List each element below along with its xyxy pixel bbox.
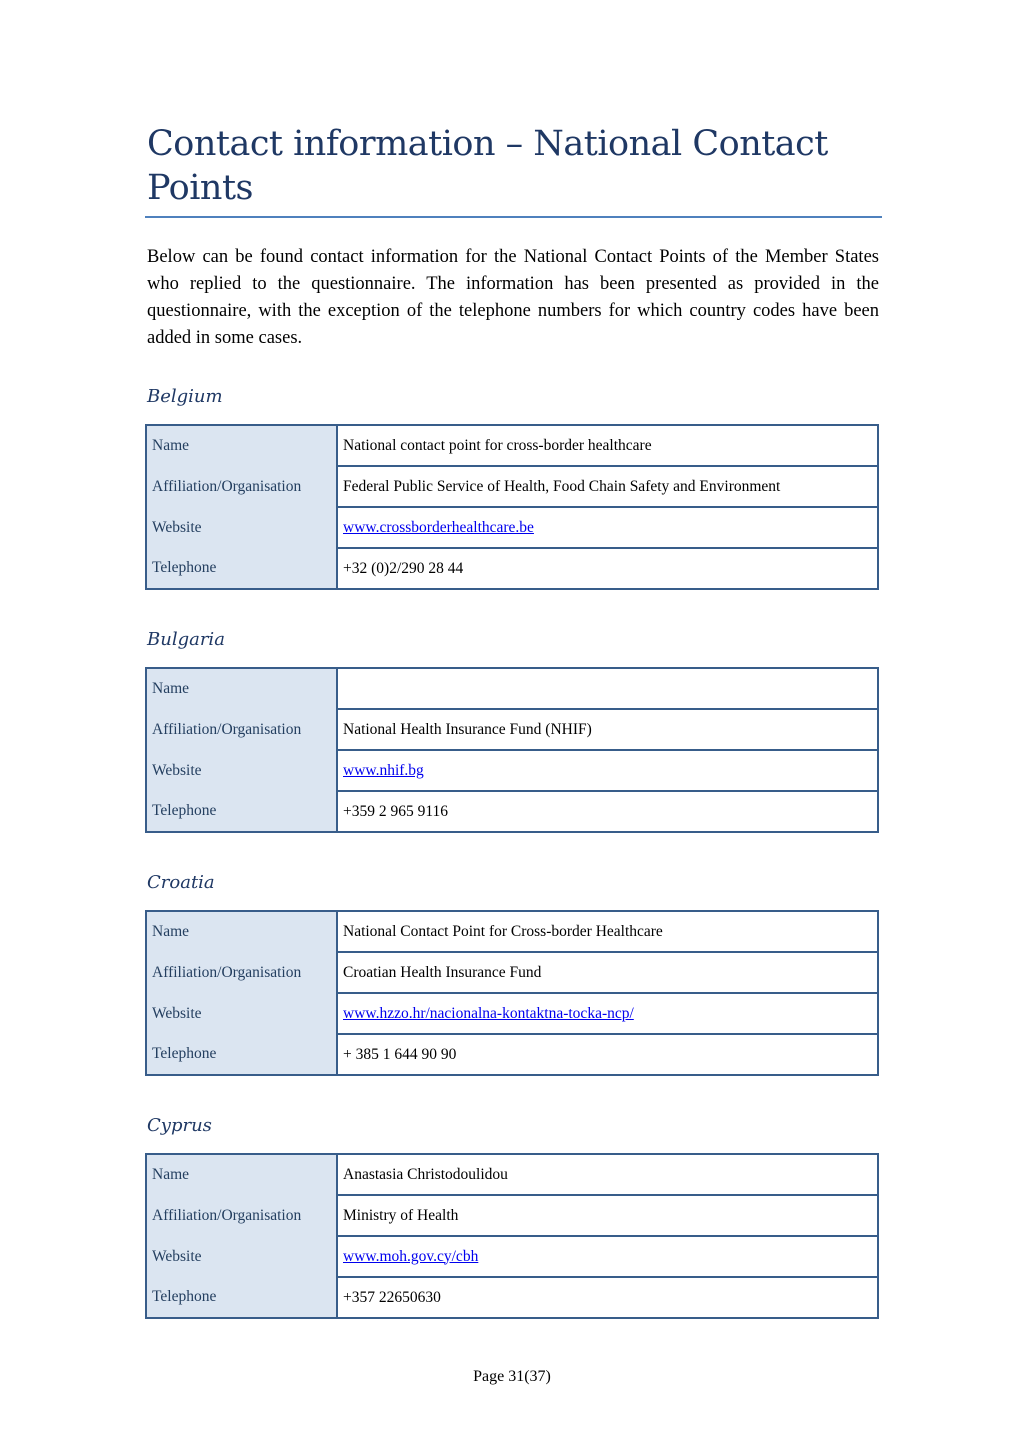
table-row <box>146 1034 878 1075</box>
row-label-affiliation: Affiliation/Organisation <box>146 952 337 993</box>
row-label-name: Name <box>146 911 337 952</box>
value-website <box>337 1236 878 1277</box>
value-affiliation: Federal Public Service of Health, Food Chain Safety and Environment <box>337 466 878 507</box>
value-name: National Contact Point for Cross-border Healthcare <box>337 911 878 952</box>
row-label-website: Website <box>146 507 337 548</box>
website-link[interactable]: www.moh.gov.cy/cbh <box>343 1247 479 1265</box>
value-website <box>337 993 878 1034</box>
table-row <box>146 1195 878 1236</box>
contact-table-belgium <box>145 424 879 590</box>
value-telephone: +32 (0)2/290 28 44 <box>337 548 878 589</box>
value-website <box>337 750 878 791</box>
contact-table-bulgaria <box>145 667 879 833</box>
table-row <box>146 709 878 750</box>
row-label-telephone: Telephone <box>146 548 337 589</box>
value-website <box>337 507 878 548</box>
value-telephone: +357 22650630 <box>337 1277 878 1318</box>
country-heading-cyprus: Cyprus <box>147 1115 212 1136</box>
value-name: Anastasia Christodoulidou <box>337 1154 878 1195</box>
value-name <box>337 668 878 709</box>
country-heading-croatia: Croatia <box>147 872 215 893</box>
row-label-name: Name <box>146 668 337 709</box>
row-label-website: Website <box>146 993 337 1034</box>
row-label-website: Website <box>146 1236 337 1277</box>
table-row <box>146 548 878 589</box>
row-label-name: Name <box>146 425 337 466</box>
title-underline <box>145 216 882 218</box>
contact-table-croatia <box>145 910 879 1076</box>
table-row <box>146 425 878 466</box>
table-row <box>146 1154 878 1195</box>
table-row <box>146 952 878 993</box>
table-row <box>146 993 878 1034</box>
value-affiliation: National Health Insurance Fund (NHIF) <box>337 709 878 750</box>
row-label-telephone: Telephone <box>146 1277 337 1318</box>
page-title: Contact information – National Contact Points <box>147 124 828 208</box>
row-label-affiliation: Affiliation/Organisation <box>146 466 337 507</box>
website-link[interactable]: www.nhif.bg <box>343 761 424 779</box>
row-label-telephone: Telephone <box>146 1034 337 1075</box>
website-link[interactable]: www.hzzo.hr/nacionalna-kontaktna-tocka-ncp/ <box>343 1004 634 1022</box>
row-label-name: Name <box>146 1154 337 1195</box>
page-number: Page 31(37) <box>473 1368 551 1385</box>
intro-paragraph: Below can be found contact information for the National Contact Points of the Member States who replied to the questionnaire. The information has been presented as provided in the questionnaire, with the exception of the telephone numbers for which country codes have been added in some cases. <box>147 247 879 348</box>
table-row <box>146 1277 878 1318</box>
table-row <box>146 507 878 548</box>
contact-table-cyprus <box>145 1153 879 1319</box>
value-affiliation: Croatian Health Insurance Fund <box>337 952 878 993</box>
table-row <box>146 750 878 791</box>
website-link[interactable]: www.crossborderhealthcare.be <box>343 518 534 536</box>
country-heading-belgium: Belgium <box>147 386 223 407</box>
country-heading-bulgaria: Bulgaria <box>147 629 225 650</box>
table-row <box>146 466 878 507</box>
table-row <box>146 791 878 832</box>
row-label-affiliation: Affiliation/Organisation <box>146 709 337 750</box>
table-row <box>146 668 878 709</box>
table-row <box>146 1236 878 1277</box>
value-telephone: + 385 1 644 90 90 <box>337 1034 878 1075</box>
value-affiliation: Ministry of Health <box>337 1195 878 1236</box>
row-label-affiliation: Affiliation/Organisation <box>146 1195 337 1236</box>
row-label-website: Website <box>146 750 337 791</box>
row-label-telephone: Telephone <box>146 791 337 832</box>
value-name: National contact point for cross-border healthcare <box>337 425 878 466</box>
value-telephone: +359 2 965 9116 <box>337 791 878 832</box>
table-row <box>146 911 878 952</box>
